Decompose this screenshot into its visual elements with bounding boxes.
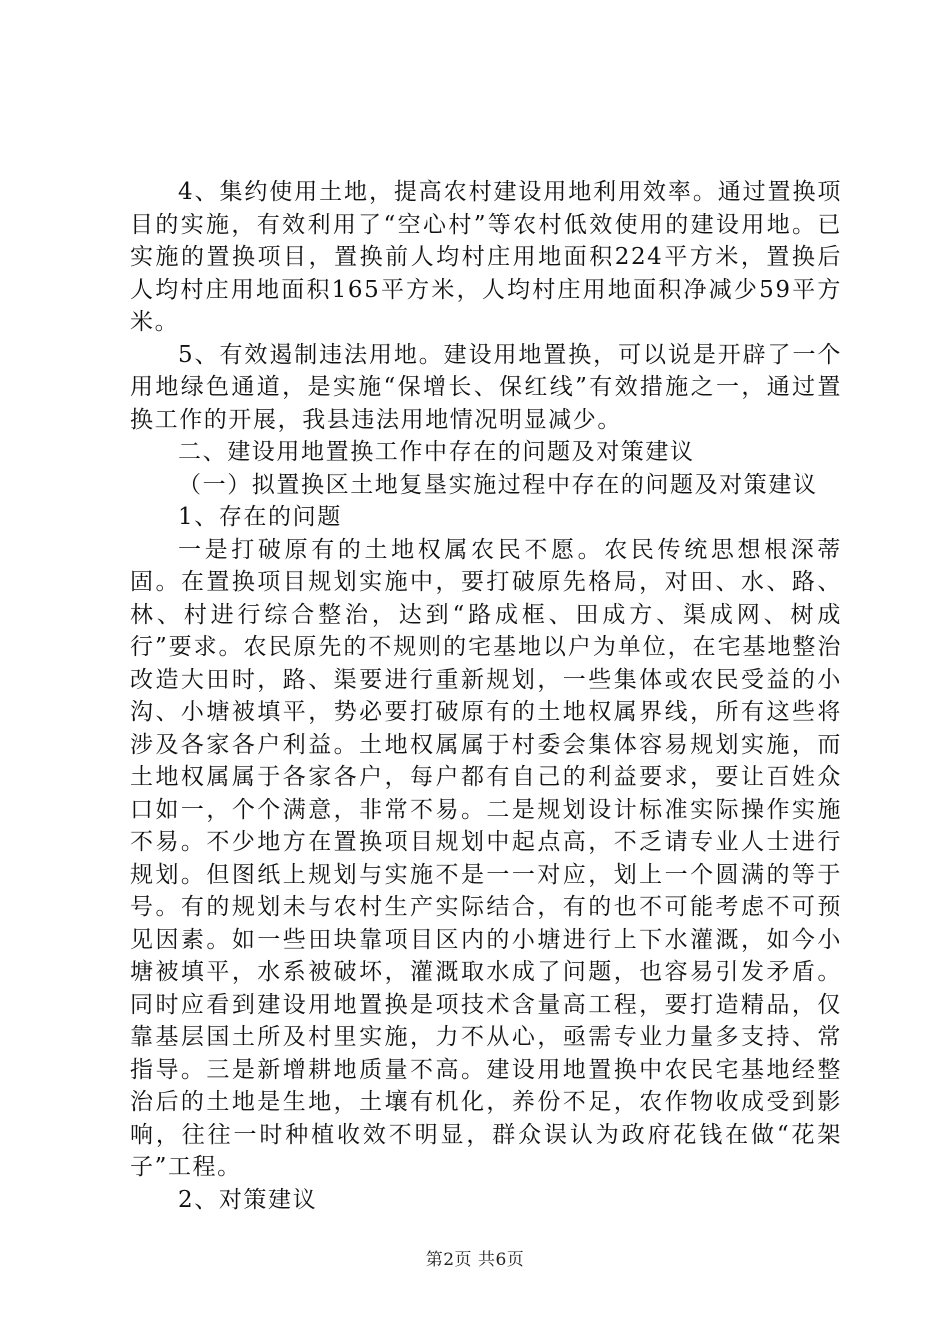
paragraph-item-5: 5、有效遏制违法用地。建设用地置换，可以说是开辟了一个用地绿色通道，是实施“保增长、保红线”有效措施之一，通过置换工作的开展，我县违法用地情况明显减少。 (130, 341, 842, 433)
subsection-heading-reclamation: （一）拟置换区土地复垦实施过程中存在的问题及对策建议 (178, 471, 818, 498)
paragraph-item-4: 4、集约使用土地，提高农村建设用地利用效率。通过置换项目的实施，有效利用了“空心村”等农村低效使用的建设用地。已实施的置换项目，置换前人均村庄用地面积224平方米，置换后人均村庄用地面积165平方米，人均村庄用地面积净减少59平方米。 (130, 179, 842, 335)
paragraph-problems-detail: 一是打破原有的土地权属农民不愿。农民传统思想根深蒂固。在置换项目规划实施中，要打破原先格局，对田、水、路、林、村进行综合整治，达到“路成框、田成方、渠成网、树成行”要求。农民原先的不规则的宅基地以户为单位，在宅基地整治改造大田时，路、渠要进行重新规划，一些集体或农民受益的小沟、小塘被填平，势必要打破原有的土地权属界线，所有这些将涉及各家各户利益。土地权属属于村委会集体容易规划实施，而土地权属属于各家各户，每户都有自己的利益要求，要让百姓众口如一，个个满意，非常不易。二是规划设计标准实际操作实施不易。不少地方在置换项目规划中起点高，不乏请专业人士进行规划。但图纸上规划与实施不是一一对应，划上一个圆满的等于号。有的规划未与农村生产实际结合，有的也不可能考虑不可预见因素。如一些田块靠项目区内的小塘进行上下水灌溉，如今小塘被填平，水系被破坏，灌溉取水成了问题，也容易引发矛盾。同时应看到建设用地置换是项技术含量高工程，要打造精品，仅靠基层国土所及村里实施，力不从心，亟需专业力量多支持、常指导。三是新增耕地质量不高。建设用地置换中农民宅基地经整治后的土地是生地，土壤有机化，养份不足，农作物收成受到影响，往往一时种植收效不明显，群众误认为政府花钱在做“花架子”工程。 (130, 536, 842, 1180)
page-number-label: 第2页 共6页 (425, 1250, 525, 1270)
subheading-countermeasures: 2、对策建议 (178, 1186, 318, 1213)
document-body (130, 176, 842, 1216)
subheading-existing-problems: 1、存在的问题 (178, 504, 342, 530)
page-footer (0, 1245, 950, 1270)
section-heading-problems: 二、建设用地置换工作中存在的问题及对策建议 (178, 439, 695, 465)
